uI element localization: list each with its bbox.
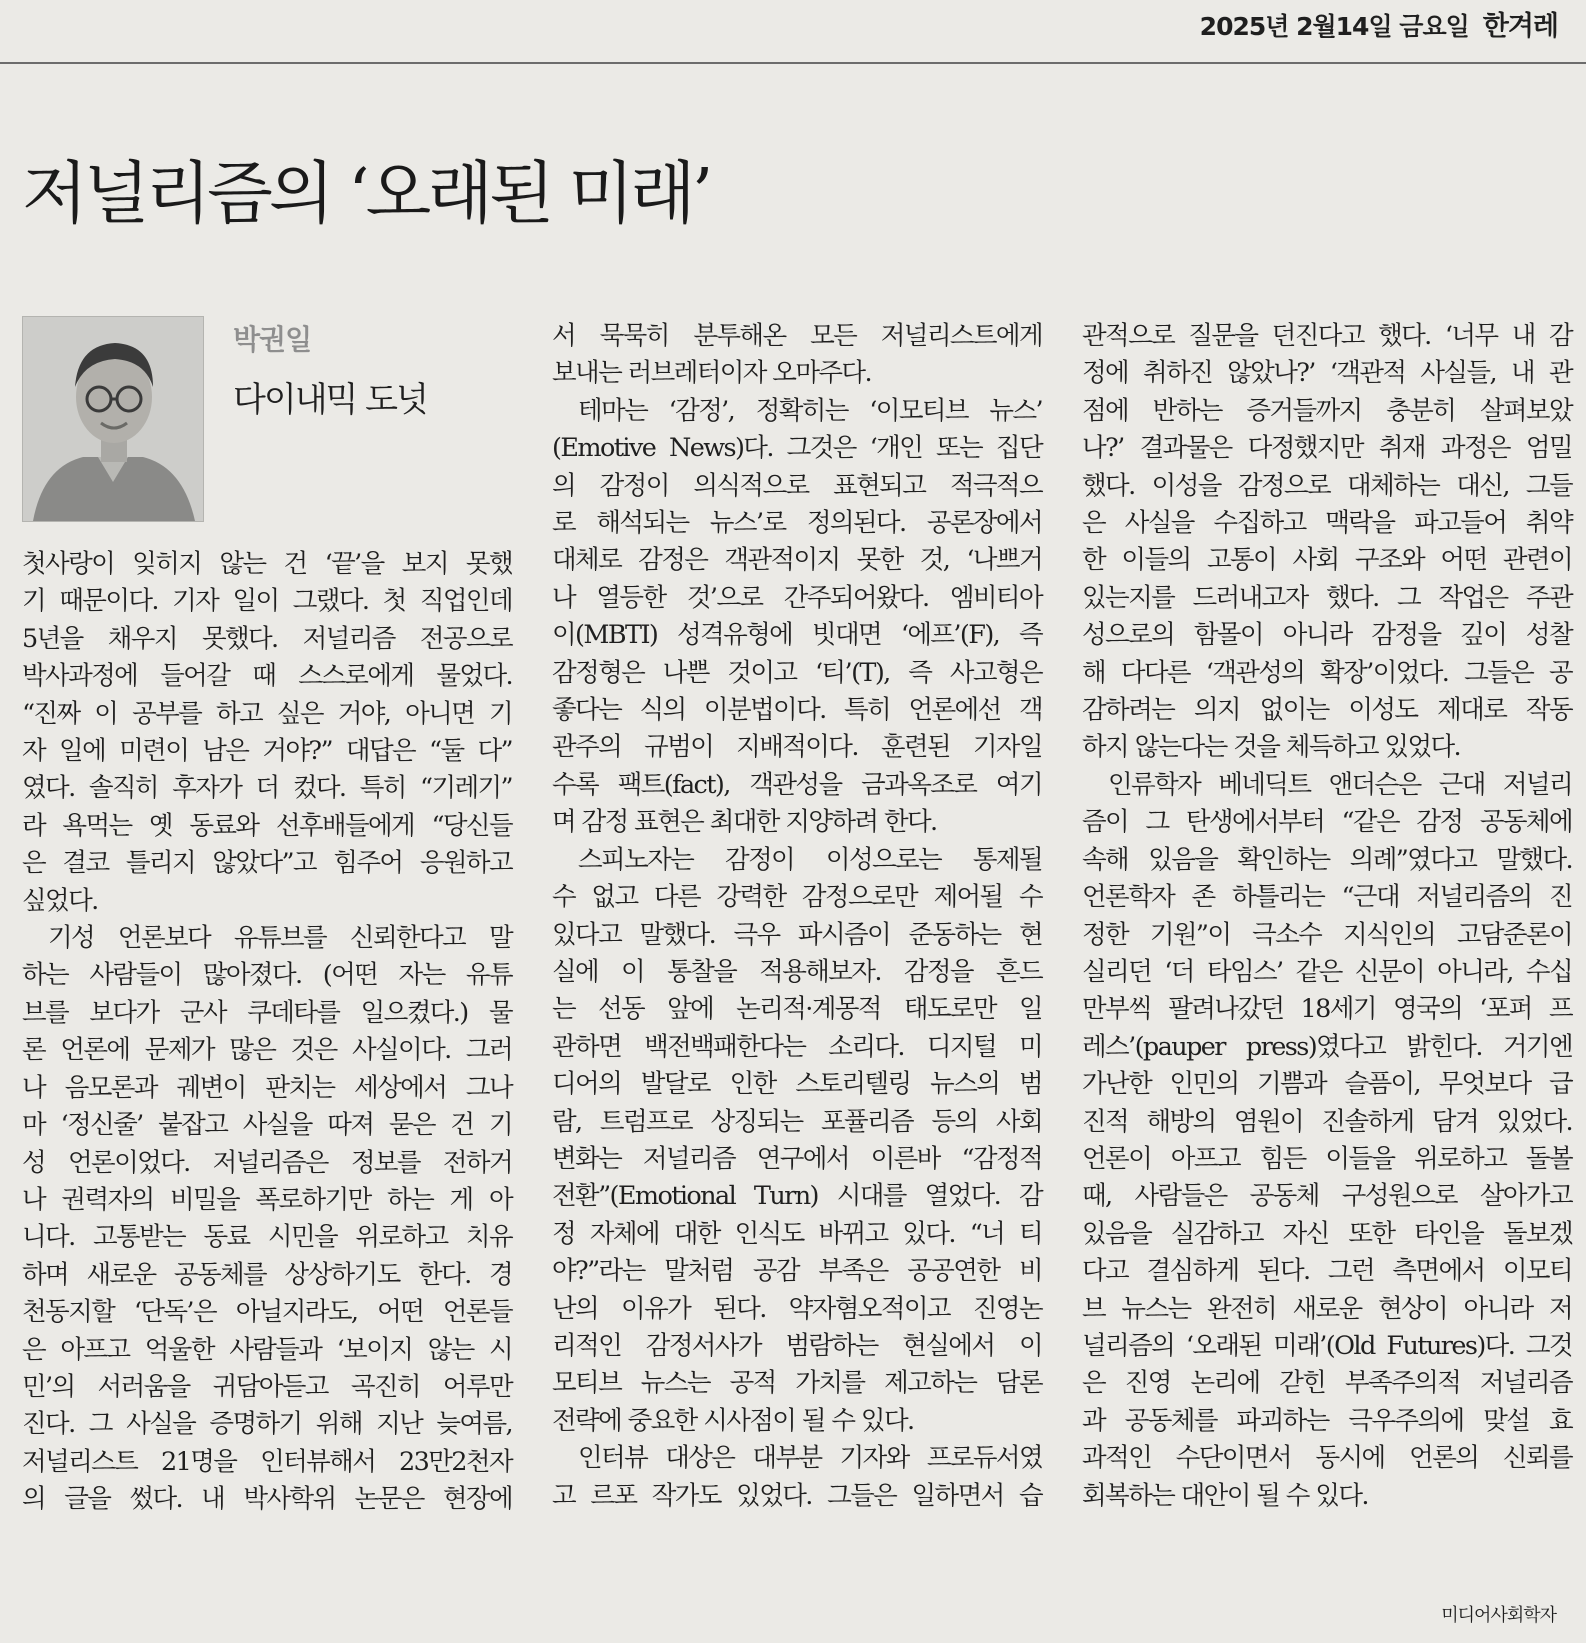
article-text-line: 론 언론에 문제가 많은 것은 사실이다. 그러 bbox=[22, 1035, 512, 1066]
article-text-line: 변화는 저널리즘 연구에서 이른바 “감정적 bbox=[552, 1143, 1042, 1174]
article-text-line: 한 이들의 고통이 사회 구조와 어떤 관련이 bbox=[1082, 545, 1572, 576]
article-text-line: 마 ‘정신줄’ 붙잡고 사실을 따져 묻은 건 기 bbox=[22, 1110, 512, 1141]
article-text-line: 성 언론이었다. 저널리즘은 정보를 전하거 bbox=[22, 1147, 512, 1178]
issue-date: 2025년 2월14일 금요일 bbox=[1199, 12, 1469, 41]
article-text-line: 언론이 아프고 힘든 이들을 위로하고 돌볼 bbox=[1082, 1143, 1572, 1174]
article-text-line: 과적인 수단이면서 동시에 언론의 신뢰를 bbox=[1082, 1443, 1572, 1474]
article-text-line: 진다. 그 사실을 증명하기 위해 지난 늦여름, bbox=[22, 1409, 512, 1440]
article-text-line: 가난한 인민의 기쁨과 슬픔이, 무엇보다 급 bbox=[1082, 1069, 1572, 1100]
article-text-line: 나?’ 결과물은 다정했지만 취재 과정은 엄밀 bbox=[1082, 433, 1572, 464]
article-text-line: 디어의 발달로 인한 스토리텔링 뉴스의 범 bbox=[552, 1069, 1042, 1100]
article-text-line: 서 묵묵히 분투해온 모든 저널리스트에게 bbox=[552, 321, 1042, 351]
article-text-line: 보내는 러브레터이자 오마주다. bbox=[552, 358, 871, 389]
article-text-line: 고 르포 작가도 있었다. 그들은 일하면서 습 bbox=[552, 1480, 1042, 1511]
article-text-line: (Emotive News)다. 그것은 ‘개인 또는 집단 bbox=[552, 433, 1042, 464]
article-text-line: 언론학자 존 하틀리는 “근대 저널리즘의 진 bbox=[1082, 882, 1572, 913]
article-text-line: 했다. 이성을 감정으로 대체하는 대신, 그들 bbox=[1082, 470, 1572, 501]
article-text-line: 로 해석되는 뉴스’로 정의된다. 공론장에서 bbox=[552, 508, 1042, 539]
masthead-divider bbox=[0, 62, 1586, 64]
article-text-line: 박사과정에 들어갈 때 스스로에게 물었다. bbox=[22, 661, 512, 692]
article-text-line: 대체로 감정은 객관적이지 못한 것, ‘나쁘거 bbox=[552, 545, 1042, 576]
article-text-line: 정에 취하진 않았나?’ ‘객관적 사실들, 내 관 bbox=[1082, 358, 1572, 389]
article-text-line: 민’의 서러움을 귀담아듣고 곡진히 어루만 bbox=[22, 1371, 512, 1402]
article-text-line: 널리즘의 ‘오래된 미래’(Old Futures)다. 그것 bbox=[1082, 1330, 1572, 1361]
article-text-line: 의 글을 썼다. 내 박사학위 논문은 현장에 bbox=[22, 1484, 512, 1515]
article-text-line: 테마는 ‘감정’, 정확히는 ‘이모티브 뉴스’ bbox=[578, 395, 1042, 426]
article-text-line: 천동지할 ‘단독’은 아닐지라도, 어떤 언론들 bbox=[22, 1297, 512, 1328]
article-text-line: 람, 트럼프로 상징되는 포퓰리즘 등의 사회 bbox=[552, 1106, 1042, 1137]
article-text-line: 진적 해방의 염원이 진솔하게 담겨 있었다. bbox=[1082, 1106, 1572, 1137]
newspaper-name: 한겨레 bbox=[1482, 11, 1558, 42]
article-text-line: 해 다다른 ‘객관성의 확장’이었다. 그들은 공 bbox=[1082, 657, 1572, 688]
article-text-line: 싶었다. bbox=[22, 885, 98, 916]
article-text-line: 정 자체에 대한 인식도 바뀌고 있다. “너 티 bbox=[552, 1218, 1042, 1249]
article-text-line: 실리던 ‘더 타임스’ 같은 신문이 아니라, 수십 bbox=[1082, 956, 1572, 987]
article-text-line: “진짜 이 공부를 하고 싶은 거야, 아니면 기 bbox=[22, 698, 512, 729]
article-text-line: 수 없고 다른 강력한 감정으로만 제어될 수 bbox=[552, 882, 1042, 913]
article-text-line: 관적으로 질문을 던진다고 했다. ‘너무 내 감 bbox=[1082, 321, 1572, 351]
column-title: 다이내믹 도넛 bbox=[233, 380, 427, 420]
article-text-line: 첫사랑이 잊히지 않는 건 ‘끝’을 보지 못했 bbox=[22, 549, 512, 579]
article-text-line: 하며 새로운 공동체를 상상하기도 한다. 경 bbox=[22, 1259, 512, 1290]
article-text-line: 관하면 백전백패한다는 소리다. 디지털 미 bbox=[552, 1031, 1042, 1062]
article-text-line: 하는 사람들이 많아졌다. (어떤 자는 유튜 bbox=[22, 960, 512, 991]
article-text-line: 실에 이 통찰을 적용해보자. 감정을 흔드 bbox=[552, 956, 1042, 987]
article-text-line: 인터뷰 대상은 대부분 기자와 프로듀서였 bbox=[578, 1443, 1042, 1474]
article-text-line: 나 음모론과 궤변이 판치는 세상에서 그나 bbox=[22, 1072, 512, 1103]
article-text-line: 전략에 중요한 시사점이 될 수 있다. bbox=[552, 1405, 914, 1436]
article-text-line: 기성 언론보다 유튜브를 신뢰한다고 말 bbox=[48, 923, 512, 954]
article-text-line: 성으로의 함몰이 아니라 감정을 깊이 성찰 bbox=[1082, 620, 1572, 651]
article-text-line: 인류학자 베네딕트 앤더슨은 근대 저널리 bbox=[1108, 769, 1572, 800]
article-text-line: 브 뉴스는 완전히 새로운 현상이 아니라 저 bbox=[1082, 1293, 1572, 1324]
masthead bbox=[1200, 4, 1558, 43]
article-text-line: 니다. 고통받는 동료 시민을 위로하고 치유 bbox=[22, 1222, 512, 1253]
author-affiliation: 미디어사회학자 bbox=[1441, 1605, 1556, 1626]
article-text-line: 하지 않는다는 것을 체득하고 있었다. bbox=[1082, 732, 1461, 763]
author-photo bbox=[22, 316, 204, 522]
article-text-line: 감정형은 나쁜 것이고 ‘티’(T), 즉 사고형은 bbox=[552, 657, 1042, 688]
article-text-line: 좋다는 식의 이분법이다. 특히 언론에선 객 bbox=[552, 695, 1042, 726]
article-text-line: 기 때문이다. 기자 일이 그랬다. 첫 직업인데 bbox=[22, 586, 512, 617]
article-text-line: 감하려는 의지 없이는 이성도 제대로 작동 bbox=[1082, 695, 1572, 726]
article-text-line: 만부씩 팔려나갔던 18세기 영국의 ‘포퍼 프 bbox=[1082, 994, 1572, 1025]
article-text-line: 은 사실을 수집하고 맥락을 파고들어 취약 bbox=[1082, 508, 1572, 539]
article-column-1 bbox=[22, 546, 512, 1519]
article-text-line: 이(MBTI) 성격유형에 빗대면 ‘에프’(F), 즉 bbox=[552, 620, 1042, 651]
article-text-line: 모티브 뉴스는 공적 가치를 제고하는 담론 bbox=[552, 1368, 1042, 1399]
article-text-line: 있다고 말했다. 극우 파시즘이 준동하는 현 bbox=[552, 919, 1042, 950]
article-text-line: 관주의 규범이 지배적이다. 훈련된 기자일 bbox=[552, 732, 1042, 763]
article-column-2 bbox=[552, 318, 1042, 1515]
article-text-line: 난의 이유가 된다. 약자혐오적이고 진영논 bbox=[552, 1293, 1042, 1324]
article-column-3 bbox=[1082, 318, 1572, 1515]
article-text-line: 라 욕먹는 옛 동료와 선후배들에게 “당신들 bbox=[22, 810, 512, 841]
article-text-line: 는 선동 앞에 논리적·계몽적 태도로만 일 bbox=[552, 994, 1042, 1025]
article-text-line: 저널리스트 21명을 인터뷰해서 23만2천자 bbox=[22, 1446, 512, 1477]
article-text-line: 였다. 솔직히 후자가 더 컸다. 특히 “기레기” bbox=[22, 773, 512, 804]
article-text-line: 있음을 실감하고 자신 또한 타인을 돌보겠 bbox=[1082, 1218, 1572, 1249]
article-text-line: 속해 있음을 확인하는 의례”였다고 말했다. bbox=[1082, 844, 1572, 875]
article-text-line: 점에 반하는 증거들까지 충분히 살펴보았 bbox=[1082, 395, 1572, 426]
article-text-line: 있는지를 드러내고자 했다. 그 작업은 주관 bbox=[1082, 582, 1572, 613]
article-text-line: 야?”라는 말처럼 공감 부족은 공공연한 비 bbox=[552, 1256, 1042, 1287]
article-text-line: 때, 사람들은 공동체 구성원으로 살아가고 bbox=[1082, 1181, 1572, 1212]
article-text-line: 즘이 그 탄생에서부터 “같은 감정 공동체에 bbox=[1082, 807, 1572, 838]
byline bbox=[233, 318, 427, 421]
article-text-line: 다고 결심하게 된다. 그런 측면에서 이모티 bbox=[1082, 1256, 1572, 1287]
article-text-line: 은 아프고 억울한 사람들과 ‘보이지 않는 시 bbox=[22, 1334, 512, 1365]
author-portrait-image bbox=[23, 317, 203, 521]
author-name: 박권일 bbox=[233, 323, 312, 356]
article-text-line: 레스’(pauper press)였다고 밝힌다. 거기엔 bbox=[1082, 1031, 1572, 1062]
article-text-line: 회복하는 대안이 될 수 있다. bbox=[1082, 1480, 1368, 1511]
article-text-line: 은 진영 논리에 갇힌 부족주의적 저널리즘 bbox=[1082, 1368, 1572, 1399]
article-text-line: 전환”(Emotional Turn) 시대를 열었다. 감 bbox=[552, 1181, 1042, 1212]
article-text-line: 과 공동체를 파괴하는 극우주의에 맞설 효 bbox=[1082, 1405, 1572, 1436]
article-text-line: 수록 팩트(fact), 객관성을 금과옥조로 여기 bbox=[552, 769, 1042, 800]
article-text-line: 리적인 감정서사가 범람하는 현실에서 이 bbox=[552, 1330, 1042, 1361]
article-text-line: 자 일에 미련이 남은 거야?” 대답은 “둘 다” bbox=[22, 736, 512, 767]
article-text-line: 은 결코 틀리지 않았다”고 힘주어 응원하고 bbox=[22, 848, 512, 879]
article-text-line: 나 열등한 것’으로 간주되어왔다. 엠비티아 bbox=[552, 582, 1042, 613]
article-text-line: 정한 기원”이 극소수 지식인의 고담준론이 bbox=[1082, 919, 1572, 950]
article-text-line: 며 감정 표현은 최대한 지양하려 한다. bbox=[552, 807, 937, 838]
article-text-line: 브를 보다가 군사 쿠데타를 일으켰다.) 물 bbox=[22, 997, 512, 1028]
article-text-line: 5년을 채우지 못했다. 저널리즘 전공으로 bbox=[22, 623, 512, 654]
article-text-line: 의 감정이 의식적으로 표현되고 적극적으 bbox=[552, 470, 1042, 501]
article-text-line: 스피노자는 감정이 이성으로는 통제될 bbox=[578, 844, 1042, 875]
article-headline: 저널리즘의 ‘오래된 미래’ bbox=[22, 155, 710, 234]
article-text-line: 나 권력자의 비밀을 폭로하기만 하는 게 아 bbox=[22, 1184, 512, 1215]
